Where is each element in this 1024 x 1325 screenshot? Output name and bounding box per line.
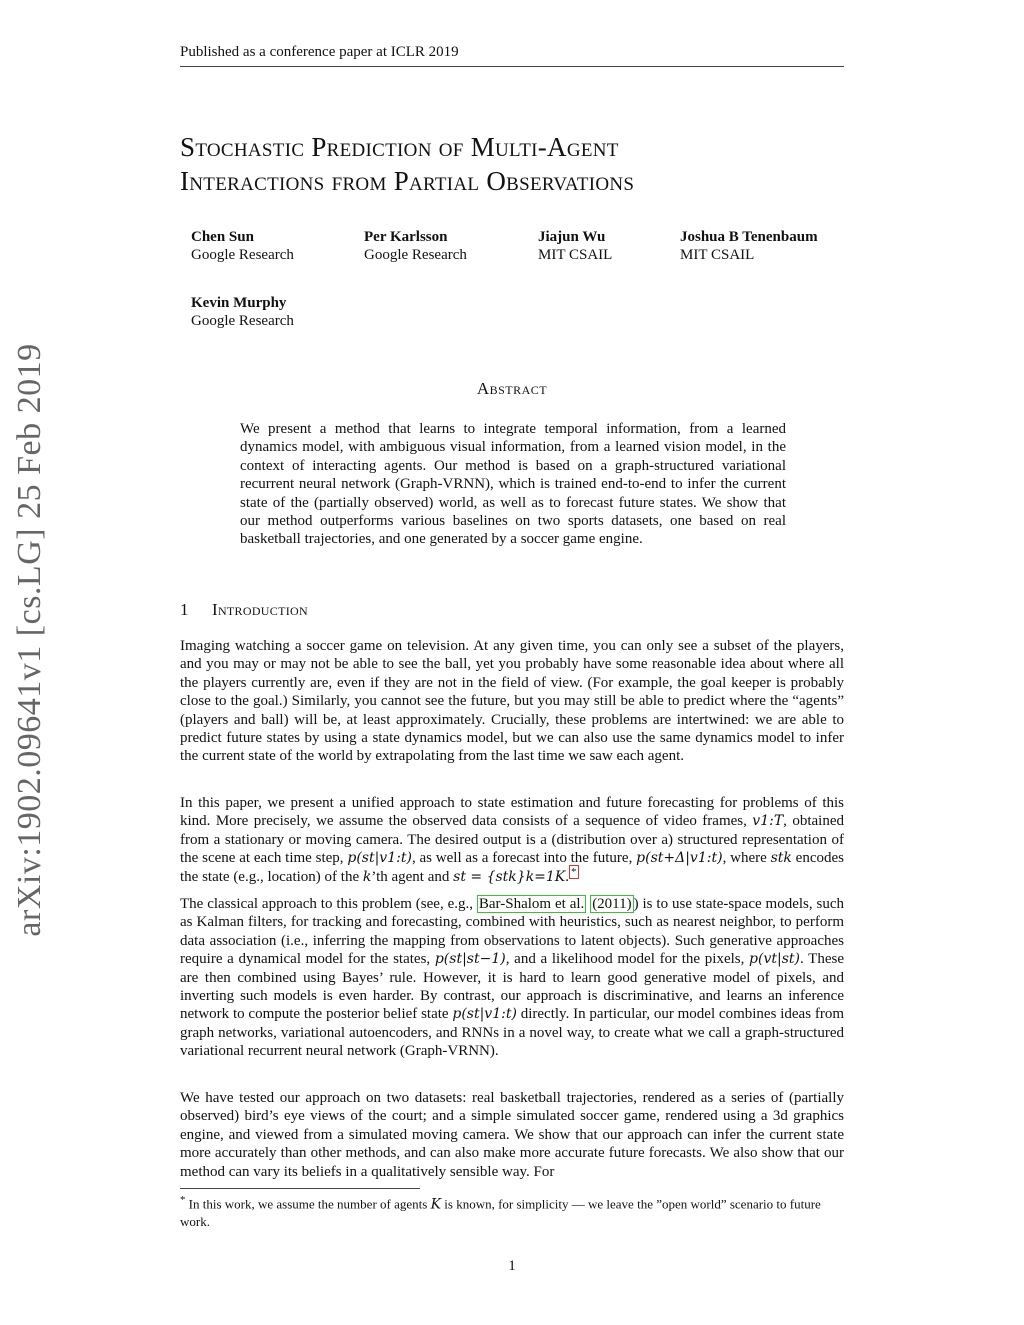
section-title: Introduction — [212, 600, 308, 619]
author-2 — [364, 228, 467, 264]
text-run: In this paper, we present a unified approach to state estimation and future forecasting for problems of this kind. More precisely, we assume the observed data consists of a sequence of video frames, — [180, 795, 844, 830]
math-inline: p(vt|st) — [749, 951, 800, 968]
paragraph-3 — [180, 895, 844, 1061]
author-affiliation: MIT CSAIL — [680, 247, 755, 263]
author-name: Joshua B Tenenbaum — [680, 229, 818, 245]
math-inline: p(st|st−1) — [434, 951, 506, 968]
math-inline: st = {stk}k=1K — [453, 868, 566, 885]
footnote — [180, 1192, 844, 1230]
text-run: , and a likelihood model for the pixels, — [505, 951, 750, 968]
text-run: is known, for simplicity — we leave the ”open world” scenario to future work. — [180, 1196, 821, 1230]
paragraph-2 — [180, 794, 844, 886]
math-inline: v1:T — [752, 813, 784, 830]
text-run: ) is to use state-space models, such as Kalman filters, for tracking and forecasting, combined with heuristics, such as nearest neighbor, to perform data association (i.e., inferring the mapping from observations to latent objects). Such generative approaches require a dynamical model for the states, — [180, 896, 845, 968]
paragraph-1: Imaging watching a soccer game on television. At any given time, you can only see a subset of the players, and you may or may not be able to see the ball, yet you probably have some reasonable idea about where all the players currently are, even if they are not in the field of view. (For example, the goal keeper is probably close to the goal.) Similarly, you cannot see the future, but you may still be able to predict where the “agents” (players and ball) will be, at least approximately. Crucially, these problems are intertwined: we are able to predict future states by using a state dynamics model, but we can also use the same dynamics model to infer the current state of the world by extrapolating from the last time we saw each agent. — [180, 638, 844, 765]
text-run: ’th agent and — [371, 868, 454, 885]
section-heading — [180, 600, 308, 620]
author-affiliation: Google Research — [191, 247, 294, 263]
text-run: encodes the state (e.g., location) of the — [180, 850, 844, 885]
citation-link[interactable]: Bar-Shalom et al. — [478, 896, 585, 912]
text-run: , where — [722, 850, 771, 867]
text-run: In this work, we assume the number of agents — [185, 1196, 431, 1212]
title-line-2: Interactions from Partial Observations — [180, 166, 635, 196]
math-inline: p(st+Δ|v1:t) — [636, 850, 723, 867]
paper-title — [180, 130, 860, 198]
abstract-body: We present a method that learns to integrate temporal information, from a learned dynamics model, with ambiguous visual information, from a learned vision model, in the context of interacting agents. Our method is based on a graph-structured variational recurrent neural network (Graph-VRNN), which is trained end-to-end to infer the current state of the (partially observed) world, as well as to forecast future states. We show that our method outperforms various baselines on two sports datasets, one based on real basketball trajectories, and one generated by a soccer game engine. — [240, 421, 786, 548]
math-inline: p(st|v1:t) — [347, 850, 412, 867]
author-name: Jiajun Wu — [538, 229, 606, 245]
text-run: . — [565, 868, 570, 885]
math-inline: stk — [770, 850, 792, 867]
author-4 — [680, 228, 818, 264]
author-affiliation: Google Research — [191, 313, 294, 329]
footnote-link[interactable]: * — [571, 865, 577, 878]
author-name: Chen Sun — [191, 229, 254, 245]
text-run: The classical approach to this problem (see, e.g., — [180, 896, 477, 912]
math-inline: K — [430, 1196, 442, 1213]
abstract-heading: Abstract — [476, 379, 548, 398]
section-number: 1 — [180, 600, 189, 619]
author-1 — [191, 228, 294, 264]
text-run: . These are then combined using Bayes’ rule. However, it is hard to learn good generative model of pixels, and inverting such models is even harder. By contrast, our approach is discriminative, and learns an inference network to compute the posterior belief state — [180, 951, 844, 1023]
author-affiliation: Google Research — [364, 247, 467, 263]
running-header: Published as a conference paper at ICLR 2019 — [180, 44, 459, 60]
text-run: , as well as a forecast into the future, — [411, 850, 637, 867]
footnote-rule — [180, 1188, 420, 1189]
text-run: directly. In particular, our model combines ideas from graph networks, variational autoencoders, and RNNs in a novel way, to create what we call a graph-structured variational recurrent neural network (Graph-VRNN). — [180, 1006, 844, 1060]
math-inline: p(st|v1:t) — [452, 1006, 517, 1023]
title-line-1: Stochastic Prediction of Multi-Agent — [180, 132, 619, 162]
author-name: Kevin Murphy — [191, 295, 287, 311]
text-run: , obtained from a stationary or moving camera. The desired output is a (distribution over a) structured representation of the scene at each time step, — [180, 813, 844, 867]
author-5 — [191, 294, 294, 330]
footnote-mark: * — [180, 1194, 186, 1206]
page-number: 1 — [508, 1258, 516, 1274]
arxiv-side-label: arXiv:1902.09641v1 [cs.LG] 25 Feb 2019 — [11, 343, 48, 937]
author-affiliation: MIT CSAIL — [538, 247, 613, 263]
paragraph-4: We have tested our approach on two datasets: real basketball trajectories, rendered as a series of (partially observed) bird’s eye views of the court; and a simple simulated soccer game, rendered using a 3d graphics engine, and viewed from a simulated moving camera. We show that our approach can infer the current state more accurately than other methods, and can also make more accurate future forecasts. We also show that our method can vary its beliefs in a qualitatively sensible way. For — [180, 1090, 844, 1180]
header-rule — [180, 66, 844, 67]
citation-year-link[interactable]: (2011) — [592, 896, 632, 912]
author-name: Per Karlsson — [364, 229, 448, 245]
math-inline: k — [362, 868, 372, 885]
author-3 — [538, 228, 612, 264]
